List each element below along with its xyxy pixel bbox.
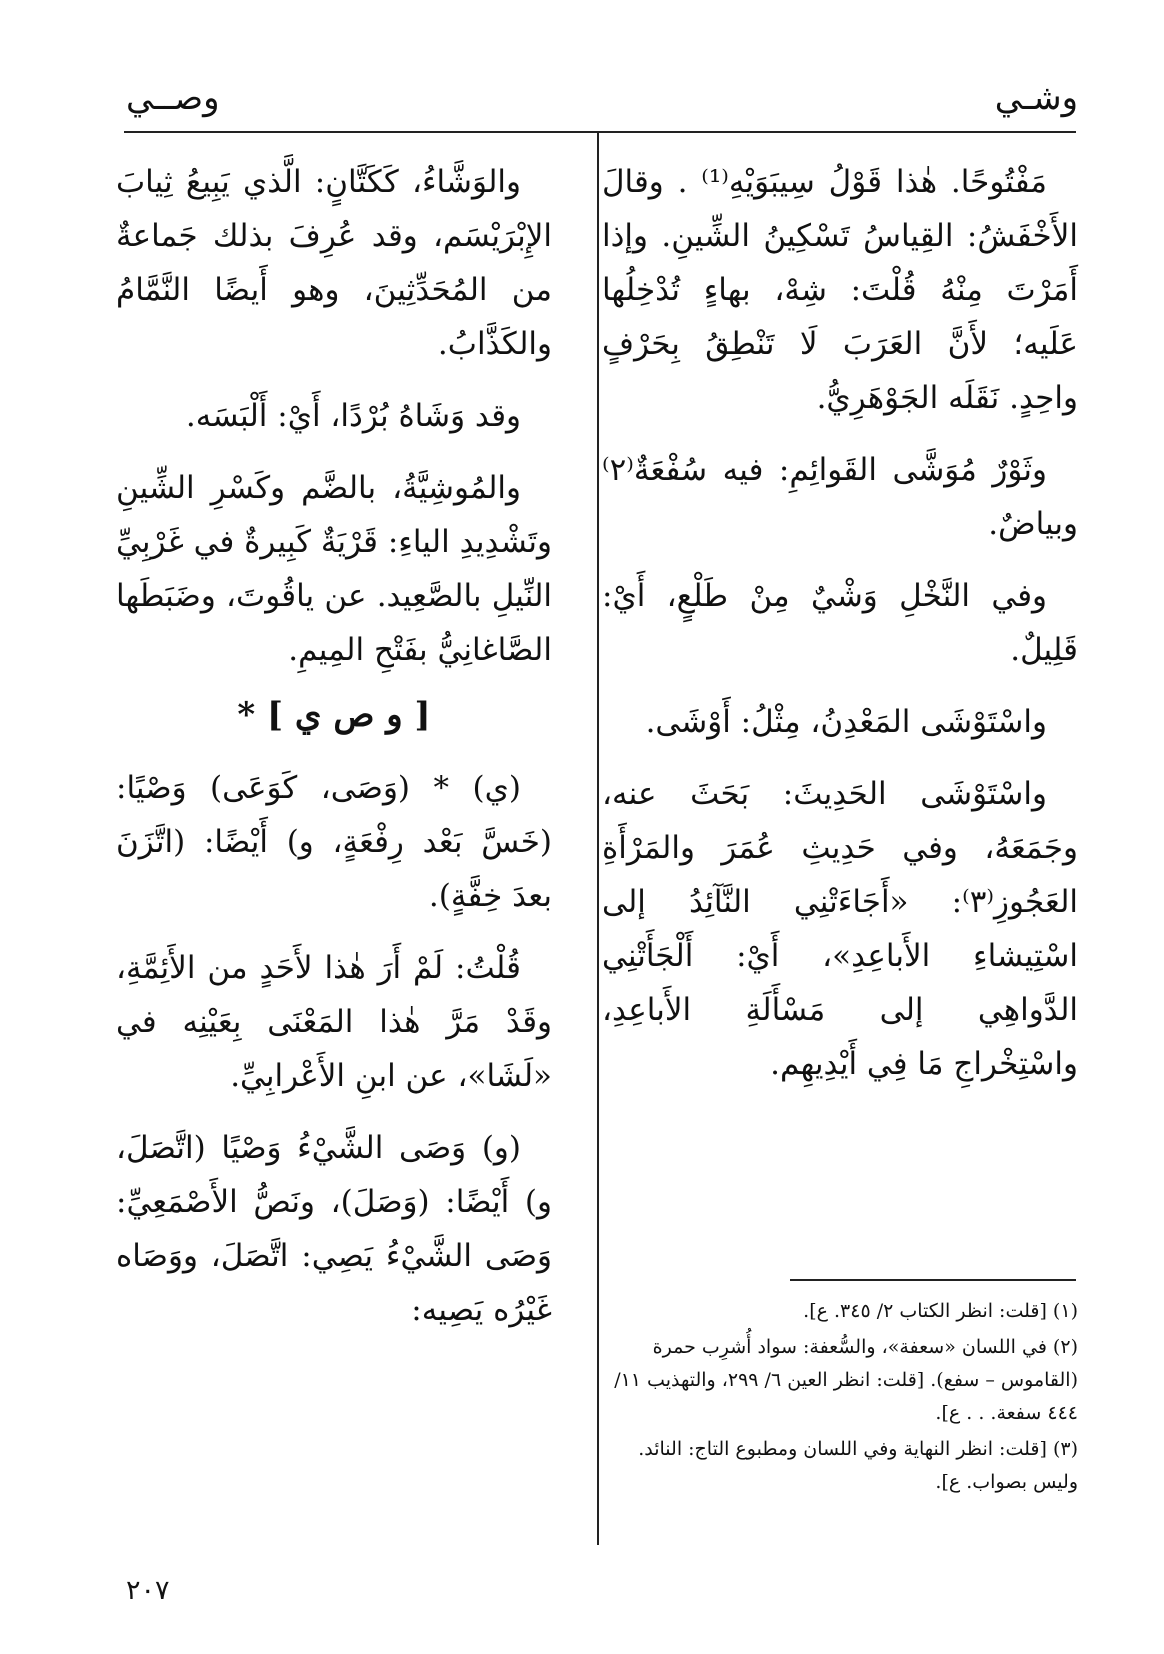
paragraph: وقد وَشَاهُ بُرْدًا، أَيْ: أَلْبَسَه.: [185, 398, 521, 434]
paragraph: واسْتَوْشَى الحَدِيثَ: بَحَثَ عنه، وجَمَعَهُ، وفي حَدِيثِ عُمَرَ والمَرْأَةِ العَجُوزِ⁽٣⁾: «أَجَاءَتْنِي النَّآئِدُ إلى اسْتِيشاءِ الأَباعِدِ»، أَيْ: أَلْجَأَتْنِي الدَّواهِي إلى مَسْأَلَةِ الأَباعِدِ، واسْتِخْراجِ مَا فِي أَيْدِيهِم.: [602, 776, 1078, 1082]
paragraph: والمُوشِيَّةُ، بالضَّم وكَسْرِ الشِّينِ وتَشْدِيدِ الياءِ: قَرْيَةٌ كَبِيرةٌ في غَرْبِيِّ النِّيلِ بالصَّعِيد. عن ياقُوتَ، وضَبَطَها الصَّاغانِيُّ بفَتْحِ المِيمِ.: [116, 470, 552, 668]
footnotes: [602, 1295, 1078, 1502]
paragraph: مَفْتُوحًا. هٰذا قَوْلُ سِيبَوَيْهِ⁽¹⁾ . وقالَ الأَخْفَشُ: القِياسُ تَسْكِينُ الشِّينِ. وإذا أَمَرْتَ مِنْهُ قُلْتَ: شِهْ، بهاءٍ تُدْخِلُها عَلَيه؛ لأَنَّ العَرَبَ لَا تَنْطِقُ بِحَرْفٍ واحِدٍ. نَقَلَه الجَوْهَرِيُّ.: [602, 164, 1078, 416]
header-rule: [124, 131, 1076, 133]
footnote: (١) [قلت: انظر الكتاب ٢/ ٣٤٥. ع].: [803, 1300, 1078, 1322]
footnote: (٢) في اللسان «سعفة»، والسُّعفة: سواد أُشرِب حمرة (القاموس – سفع). [قلت: انظر العين ٦/ ٢٩٩، والتهذيب ١١/ ٤٤٤ سفعة. . . ع].: [614, 1336, 1078, 1424]
footnote: (٣) [قلت: انظر النهاية وفي اللسان ومطبوع التاج: النائد. وليس بصواب. ع].: [638, 1438, 1078, 1493]
paragraph: (ي) * (وَصَى، كَوَعَى) وَصْيًا: (خَسَّ بَعْد رِفْعَةٍ، و) أَيْضًا: (اتَّزَنَ بعدَ خِفَّةٍ).: [116, 770, 552, 914]
column-divider: [597, 133, 599, 1545]
paragraph: واسْتَوْشَى المَعْدِنُ، مِثْلُ: أَوْشَى.: [645, 704, 1047, 740]
left-column: [116, 155, 552, 1355]
right-column: [602, 155, 1078, 1109]
paragraph: وثَوْرٌ مُوَشَّى القَوائِمِ: فيه سُفْعَةٌ⁽٢⁾ وبياضٌ.: [602, 452, 1078, 542]
paragraph: قُلْتُ: لَمْ أَرَ هٰذا لأَحَدٍ من الأَئِمَّةِ، وقَدْ مَرَّ هٰذا المَعْنَى بِعَيْنِه في «لَشَا»، عن ابنِ الأَعْرابِيِّ.: [116, 950, 552, 1094]
paragraph: وفي النَّخْلِ وَشْيٌ مِنْ طَلْعٍ، أَيْ: قَلِيلٌ.: [602, 578, 1078, 668]
paragraph: والوَشَّاءُ، كَكَتَّانٍ: الَّذي يَبِيعُ ثِيابَ الإِبْرَيْسَم، وقد عُرِفَ بذلك جَماعةٌ من المُحَدِّثِينَ، وهو أَيضًا النَّمَّامُ والكَذَّابُ.: [116, 164, 552, 362]
page-number: ٢٠٧: [126, 1575, 170, 1606]
running-head-left: وصــي: [126, 78, 220, 118]
paragraph: (و) وَصَى الشَّيْءُ وَصْيًا (اتَّصَلَ، و) أَيْضًا: (وَصَلَ)، ونَصُّ الأَصْمَعِيِّ: وَصَى الشَّيْءُ يَصِي: اتَّصَلَ، ووَصَاه غَيْرُه يَصِيه:: [116, 1130, 552, 1328]
entry-heading: [ و ص ي ] *: [237, 695, 431, 735]
running-head-right: وشـي: [994, 78, 1078, 118]
footnote-rule: [790, 1279, 1076, 1281]
